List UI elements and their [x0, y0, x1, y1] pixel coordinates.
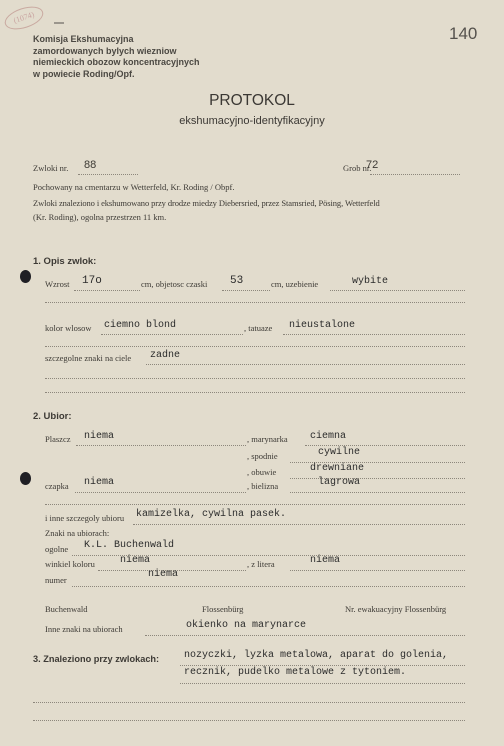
znaleziono-value-1: nozyczki, lyzka metalowa, aparat do golenia, — [184, 650, 449, 661]
plaszcz-line — [76, 445, 246, 446]
numer-label: numer — [45, 575, 67, 585]
burial-line-2: Zwloki znaleziono i ekshumowano przy drodze miedzy Diebersried, przez Stamsried, Pösing, Wetterfeld — [33, 198, 380, 208]
inne-znaki-value: okienko na marynarce — [186, 620, 307, 631]
marynarka-line — [305, 445, 465, 446]
tatuaze-value: nieustalone — [289, 320, 356, 331]
inne-szczegoly-label: i inne szczegoly ubioru — [45, 513, 125, 523]
org-line: niemieckich obozow koncentracyjnych — [33, 57, 200, 67]
obuwie-value: drewniane — [310, 463, 365, 474]
blank-line — [45, 392, 465, 393]
inne-szczegoly-value: kamizelka, cywilna pasek. — [136, 509, 287, 520]
zwloki-label: Zwloki nr. — [33, 163, 69, 173]
winkiel-label: winkiel koloru — [45, 559, 95, 569]
inne-szczegoly-line — [133, 524, 465, 525]
spodnie-label: , spodnie — [247, 451, 278, 461]
zwloki-line — [78, 174, 138, 175]
org-line: zamordowanych bylych wiezniow — [33, 45, 177, 56]
cm-label-1: cm, objetosc czaski — [141, 279, 208, 289]
ogolne-value: K.L. Buchenwald — [84, 540, 175, 551]
wzrost-value: 17o — [82, 275, 102, 287]
burial-line-3: (Kr. Roding), ogolna przestrzen 11 km. — [33, 212, 167, 222]
spodnie-value: cywilne — [318, 447, 361, 458]
page-number: 140 — [449, 24, 478, 43]
obuwie-line — [290, 478, 465, 479]
inne-znaki-label: Inne znaki na ubiorach — [45, 624, 123, 634]
cm-label-2: cm, uzebienie — [271, 279, 319, 289]
org-line: w powiecie Roding/Opf. — [33, 68, 135, 79]
uzebienie-line — [330, 290, 465, 291]
numer-line — [72, 586, 465, 587]
section1-heading: 1. Opis zwlok: — [33, 256, 97, 267]
wzrost-label: Wzrost — [45, 279, 70, 289]
uzebienie-value: wybite — [352, 276, 389, 287]
winkiel-value: niema — [120, 555, 151, 566]
section2-heading: 2. Ubior: — [33, 411, 72, 422]
punch-hole — [20, 270, 31, 283]
plaszcz-value: niema — [84, 431, 115, 442]
blank-line — [33, 720, 465, 721]
org-header — [33, 34, 200, 80]
blank-line — [33, 702, 465, 703]
czaszka-line — [222, 290, 270, 291]
wlosy-line — [101, 334, 243, 335]
ogolne-label: ogolne — [45, 544, 69, 554]
burial-line-1: Pochowany na cmentarzu w Wetterfeld, Kr. Roding / Obpf. — [33, 182, 235, 192]
camp-buchenwald: Buchenwald — [45, 604, 88, 614]
znaleziono-value-2: recznik, pudelko metalowe z tytoniem. — [184, 667, 407, 678]
czapka-label: czapka — [45, 481, 69, 491]
mark-dot — [54, 22, 64, 24]
plaszcz-label: Plaszcz — [45, 434, 71, 444]
czapka-value: niema — [84, 477, 115, 488]
litera-value: niema — [310, 555, 341, 566]
tatuaze-label: , tatuaze — [244, 323, 273, 333]
bielizna-value: lagrowa — [318, 477, 361, 488]
bielizna-line — [290, 492, 465, 493]
znaki-line — [146, 364, 465, 365]
grob-label: Grob nr. — [343, 163, 372, 173]
numer-value: niema — [148, 569, 179, 580]
document-title: PROTOKOL — [209, 92, 295, 109]
archive-stamp: (1074) — [2, 2, 46, 33]
grob-line — [370, 174, 460, 175]
zwloki-value: 88 — [84, 159, 97, 171]
znaki-label: szczegolne znaki na ciele — [45, 353, 132, 363]
litera-label: , z litera — [247, 559, 275, 569]
blank-line — [45, 378, 465, 379]
znaki-ubiory-label: Znaki na ubiorach: — [45, 528, 110, 538]
znaleziono-line-1 — [180, 665, 465, 666]
bielizna-label: , bielizna — [247, 481, 279, 491]
tatuaze-line — [283, 334, 465, 335]
document-subtitle: ekshumacyjno-identyfikacyjny — [179, 115, 325, 127]
camp-flossenburg: Flossenbürg — [202, 604, 244, 614]
znaki-value: zadne — [150, 350, 181, 361]
blank-line — [45, 302, 465, 303]
czaszka-value: 53 — [230, 275, 244, 287]
inne-znaki-line — [145, 635, 465, 636]
wlosy-label: kolor wlosow — [45, 323, 92, 333]
blank-line — [45, 346, 465, 347]
marynarka-value: ciemna — [310, 431, 347, 442]
marynarka-label: , marynarka — [247, 434, 288, 444]
litera-line — [290, 570, 465, 571]
obuwie-label: , obuwie — [247, 467, 277, 477]
znaleziono-line-2 — [180, 683, 465, 684]
grob-value: 72 — [366, 159, 379, 171]
wlosy-value: ciemno blond — [104, 320, 177, 331]
blank-line — [45, 504, 465, 505]
camp-evacuation-number: Nr. ewakuacyjny Flossenbürg — [345, 604, 447, 614]
wzrost-line — [74, 290, 140, 291]
org-line: Komisja Ekshumacyjna — [33, 34, 134, 44]
punch-hole — [20, 472, 31, 485]
section3-heading: 3. Znaleziono przy zwlokach: — [33, 654, 160, 664]
czapka-line — [75, 492, 246, 493]
